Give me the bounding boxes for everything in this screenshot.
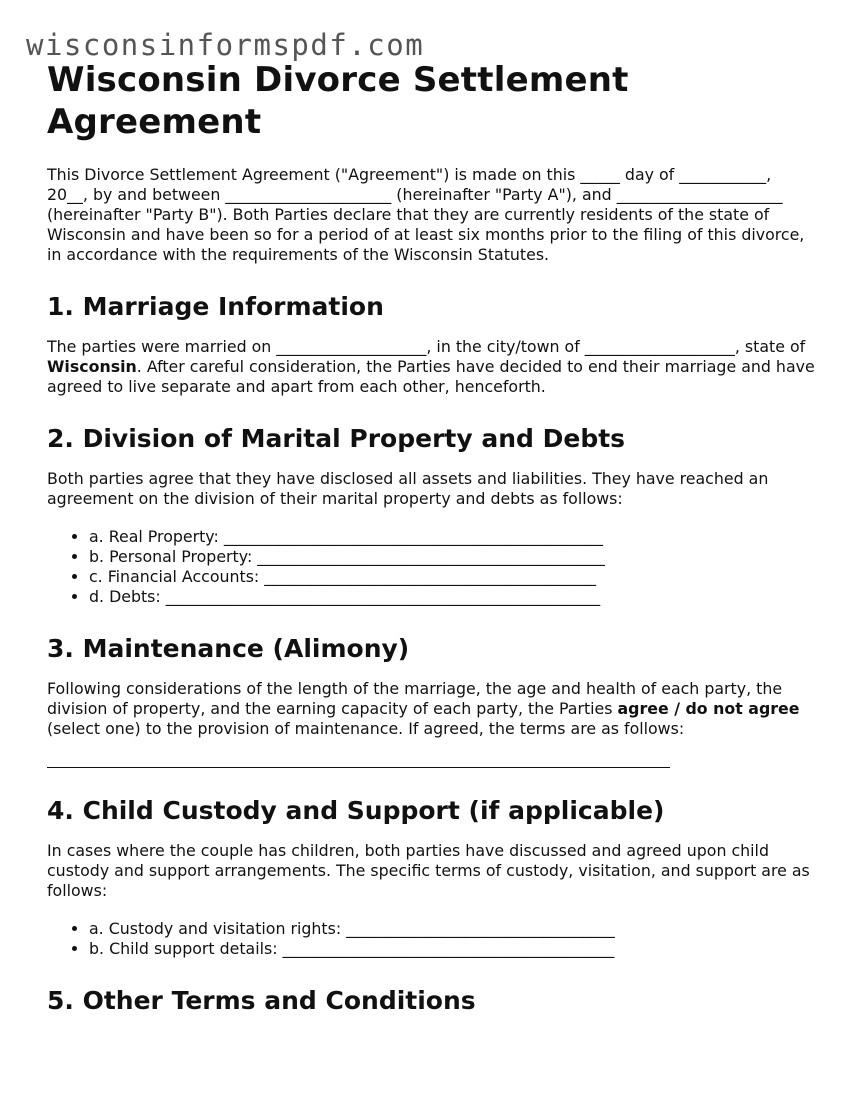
- maintenance-text-after: (select one) to the provision of maintenance. If agreed, the terms are as follows:: [47, 719, 685, 738]
- section-marriage-heading: 1. Marriage Information: [47, 292, 384, 321]
- section-custody-heading: 4. Child Custody and Support (if applicable): [47, 796, 665, 825]
- section-custody-text: In cases where the couple has children, both parties have discussed and agreed upon child custody and support arrangements. The specific terms of custody, visitation, and support are as follows:: [47, 841, 810, 900]
- intro-paragraph: This Divorce Settlement Agreement ("Agreement") is made on this _____ day of ___________, 20__, by and between _____________________ (hereinafter "Party A"), and _____________________ (hereinafter "Party B"). Both Parties declare that they are currently residents of the state of Wisconsin and have been so for a period of at least six months prior to the filing of this divorce, in accordance with the requirements of the Wisconsin Statutes.: [47, 165, 805, 264]
- maintenance-text-before: Following considerations of the length of the marriage, the age and health of each party, the division of property, and the earning capacity of each party, the Parties: [47, 679, 783, 718]
- property-item-financial: • c. Financial Accounts: __________________________________________: [89, 567, 817, 587]
- section-property-text: Both parties agree that they have disclosed all assets and liabilities. They have reached an agreement on the division of their marital property and debts as follows:: [47, 469, 769, 508]
- marriage-text-before: The parties were married on ___________________, in the city/town of ___________________, state of: [47, 337, 806, 356]
- marriage-state: Wisconsin: [47, 357, 137, 376]
- agreement-document: [47, 59, 817, 1031]
- section-other-heading: 5. Other Terms and Conditions: [47, 986, 476, 1015]
- section-maintenance-heading: 3. Maintenance (Alimony): [47, 634, 410, 663]
- section-property-heading: 2. Division of Marital Property and Debts: [47, 424, 626, 453]
- marriage-text-after: . After careful consideration, the Parties have decided to end their marriage and have agreed to live separate and apart from each other, henceforth.: [47, 357, 815, 396]
- document-title: Wisconsin Divorce Settlement Agreement: [47, 60, 629, 142]
- section-maintenance-text: [47, 679, 817, 739]
- property-item-personal: • b. Personal Property: ____________________________________________: [89, 547, 817, 567]
- property-list: [47, 527, 817, 607]
- property-item-debts: • d. Debts: _______________________________________________________: [89, 587, 817, 607]
- maintenance-terms-line: [47, 749, 670, 768]
- custody-list: [47, 919, 817, 959]
- section-marriage-text: [47, 337, 817, 397]
- site-watermark: wisconsinformspdf.com: [26, 28, 425, 62]
- maintenance-choice: agree / do not agree: [617, 699, 800, 718]
- custody-item-support: • b. Child support details: __________________________________________: [89, 939, 817, 959]
- property-item-real: • a. Real Property: ________________________________________________: [89, 527, 817, 547]
- custody-item-visitation: • a. Custody and visitation rights: __________________________________: [89, 919, 817, 939]
